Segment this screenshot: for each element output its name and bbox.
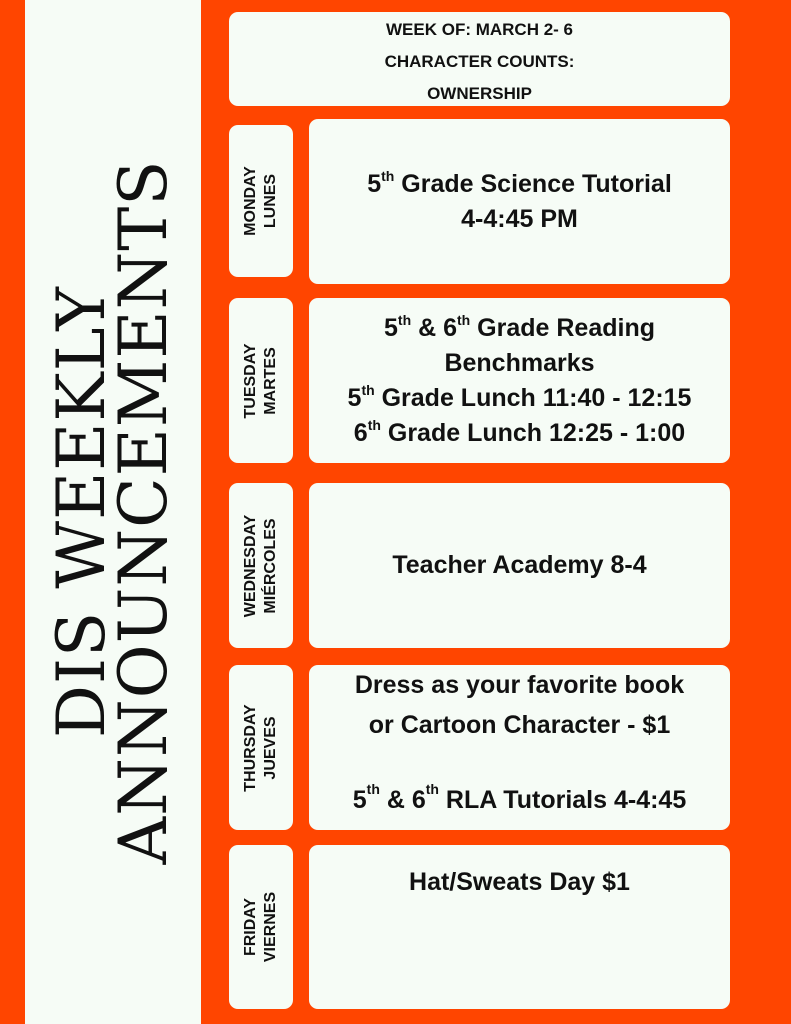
- announcement-line: [348, 381, 692, 416]
- announcement-line: [444, 346, 594, 381]
- announcement-text: 5: [352, 786, 367, 814]
- announcement-text: Teacher Academy 8-4: [392, 551, 647, 579]
- announcement-text: Grade Lunch 12:25 - 1:00: [380, 418, 686, 447]
- character-counts-theme: OWNERSHIP: [427, 84, 532, 103]
- announcement-text: & 6: [411, 313, 457, 342]
- announcement-line: [384, 311, 655, 346]
- day-content-monday: [309, 119, 730, 284]
- title-panel: [25, 0, 201, 1024]
- announcement-text: 5: [347, 383, 362, 412]
- ordinal-suffix: th: [366, 781, 380, 797]
- announcement-text: 5: [367, 169, 382, 198]
- announcement-text: Grade Lunch 11:40 - 12:15: [374, 383, 692, 412]
- day-en: FRIDAY: [242, 897, 259, 957]
- day-label-wednesday: [229, 483, 293, 648]
- day-es: LUNES: [262, 173, 279, 229]
- announcement-text: Grade Science Tutorial: [394, 169, 672, 198]
- day-label-thursday: [229, 665, 293, 830]
- day-es: JUEVES: [262, 715, 279, 780]
- announcement-text: Benchmarks: [444, 348, 595, 377]
- announcement-text: 5: [384, 313, 398, 342]
- announcement-line: [461, 202, 578, 237]
- announcement-line: [355, 665, 684, 705]
- title-line-2: ANNOUNCEMENTS: [105, 159, 182, 865]
- ordinal-suffix: th: [425, 781, 439, 797]
- day-label-monday: [229, 125, 293, 277]
- announcement-line: [367, 167, 672, 202]
- day-es: MIÉRCOLES: [262, 517, 279, 614]
- day-label-friday: [229, 845, 293, 1009]
- day-en: TUESDAY: [242, 343, 259, 418]
- announcement-text: Hat/Sweats Day $1: [409, 868, 630, 896]
- week-header: [229, 12, 730, 106]
- day-en: MONDAY: [242, 166, 259, 236]
- title-line-1: DIS WEEKLY: [43, 286, 120, 738]
- ordinal-suffix: th: [397, 311, 412, 328]
- announcement-text: RLA Tutorials 4-4:45: [438, 786, 687, 814]
- announcement-line: [354, 416, 685, 451]
- announcement-text: Grade Reading: [470, 313, 655, 342]
- day-es: VIERNES: [262, 891, 279, 963]
- day-es: MARTES: [262, 346, 279, 415]
- page-title: [43, 132, 182, 892]
- day-content-friday: [309, 845, 730, 1009]
- ordinal-suffix: th: [361, 381, 375, 398]
- announcement-line: [369, 705, 670, 745]
- day-label-tuesday: [229, 298, 293, 463]
- announcement-text: & 6: [379, 786, 426, 814]
- announcement-text: 4-4:45 PM: [461, 204, 578, 233]
- day-content-wednesday: [309, 483, 730, 648]
- day-en: WEDNESDAY: [242, 514, 259, 617]
- announcement-text: Dress as your favorite book: [354, 671, 685, 699]
- ordinal-suffix: th: [367, 416, 381, 433]
- week-of: WEEK OF: MARCH 2- 6: [386, 20, 573, 39]
- day-content-thursday: [309, 665, 730, 830]
- announcement-text: 6: [353, 418, 368, 447]
- announcement-text: or Cartoon Character - $1: [368, 711, 671, 739]
- announcement-line: [353, 780, 686, 820]
- day-content-tuesday: [309, 298, 730, 463]
- announcement-line: [409, 865, 630, 900]
- ordinal-suffix: th: [457, 311, 471, 328]
- ordinal-suffix: th: [381, 167, 395, 184]
- character-counts-label: CHARACTER COUNTS:: [384, 52, 575, 71]
- announcement-line: [392, 548, 646, 583]
- day-en: THURSDAY: [242, 703, 259, 792]
